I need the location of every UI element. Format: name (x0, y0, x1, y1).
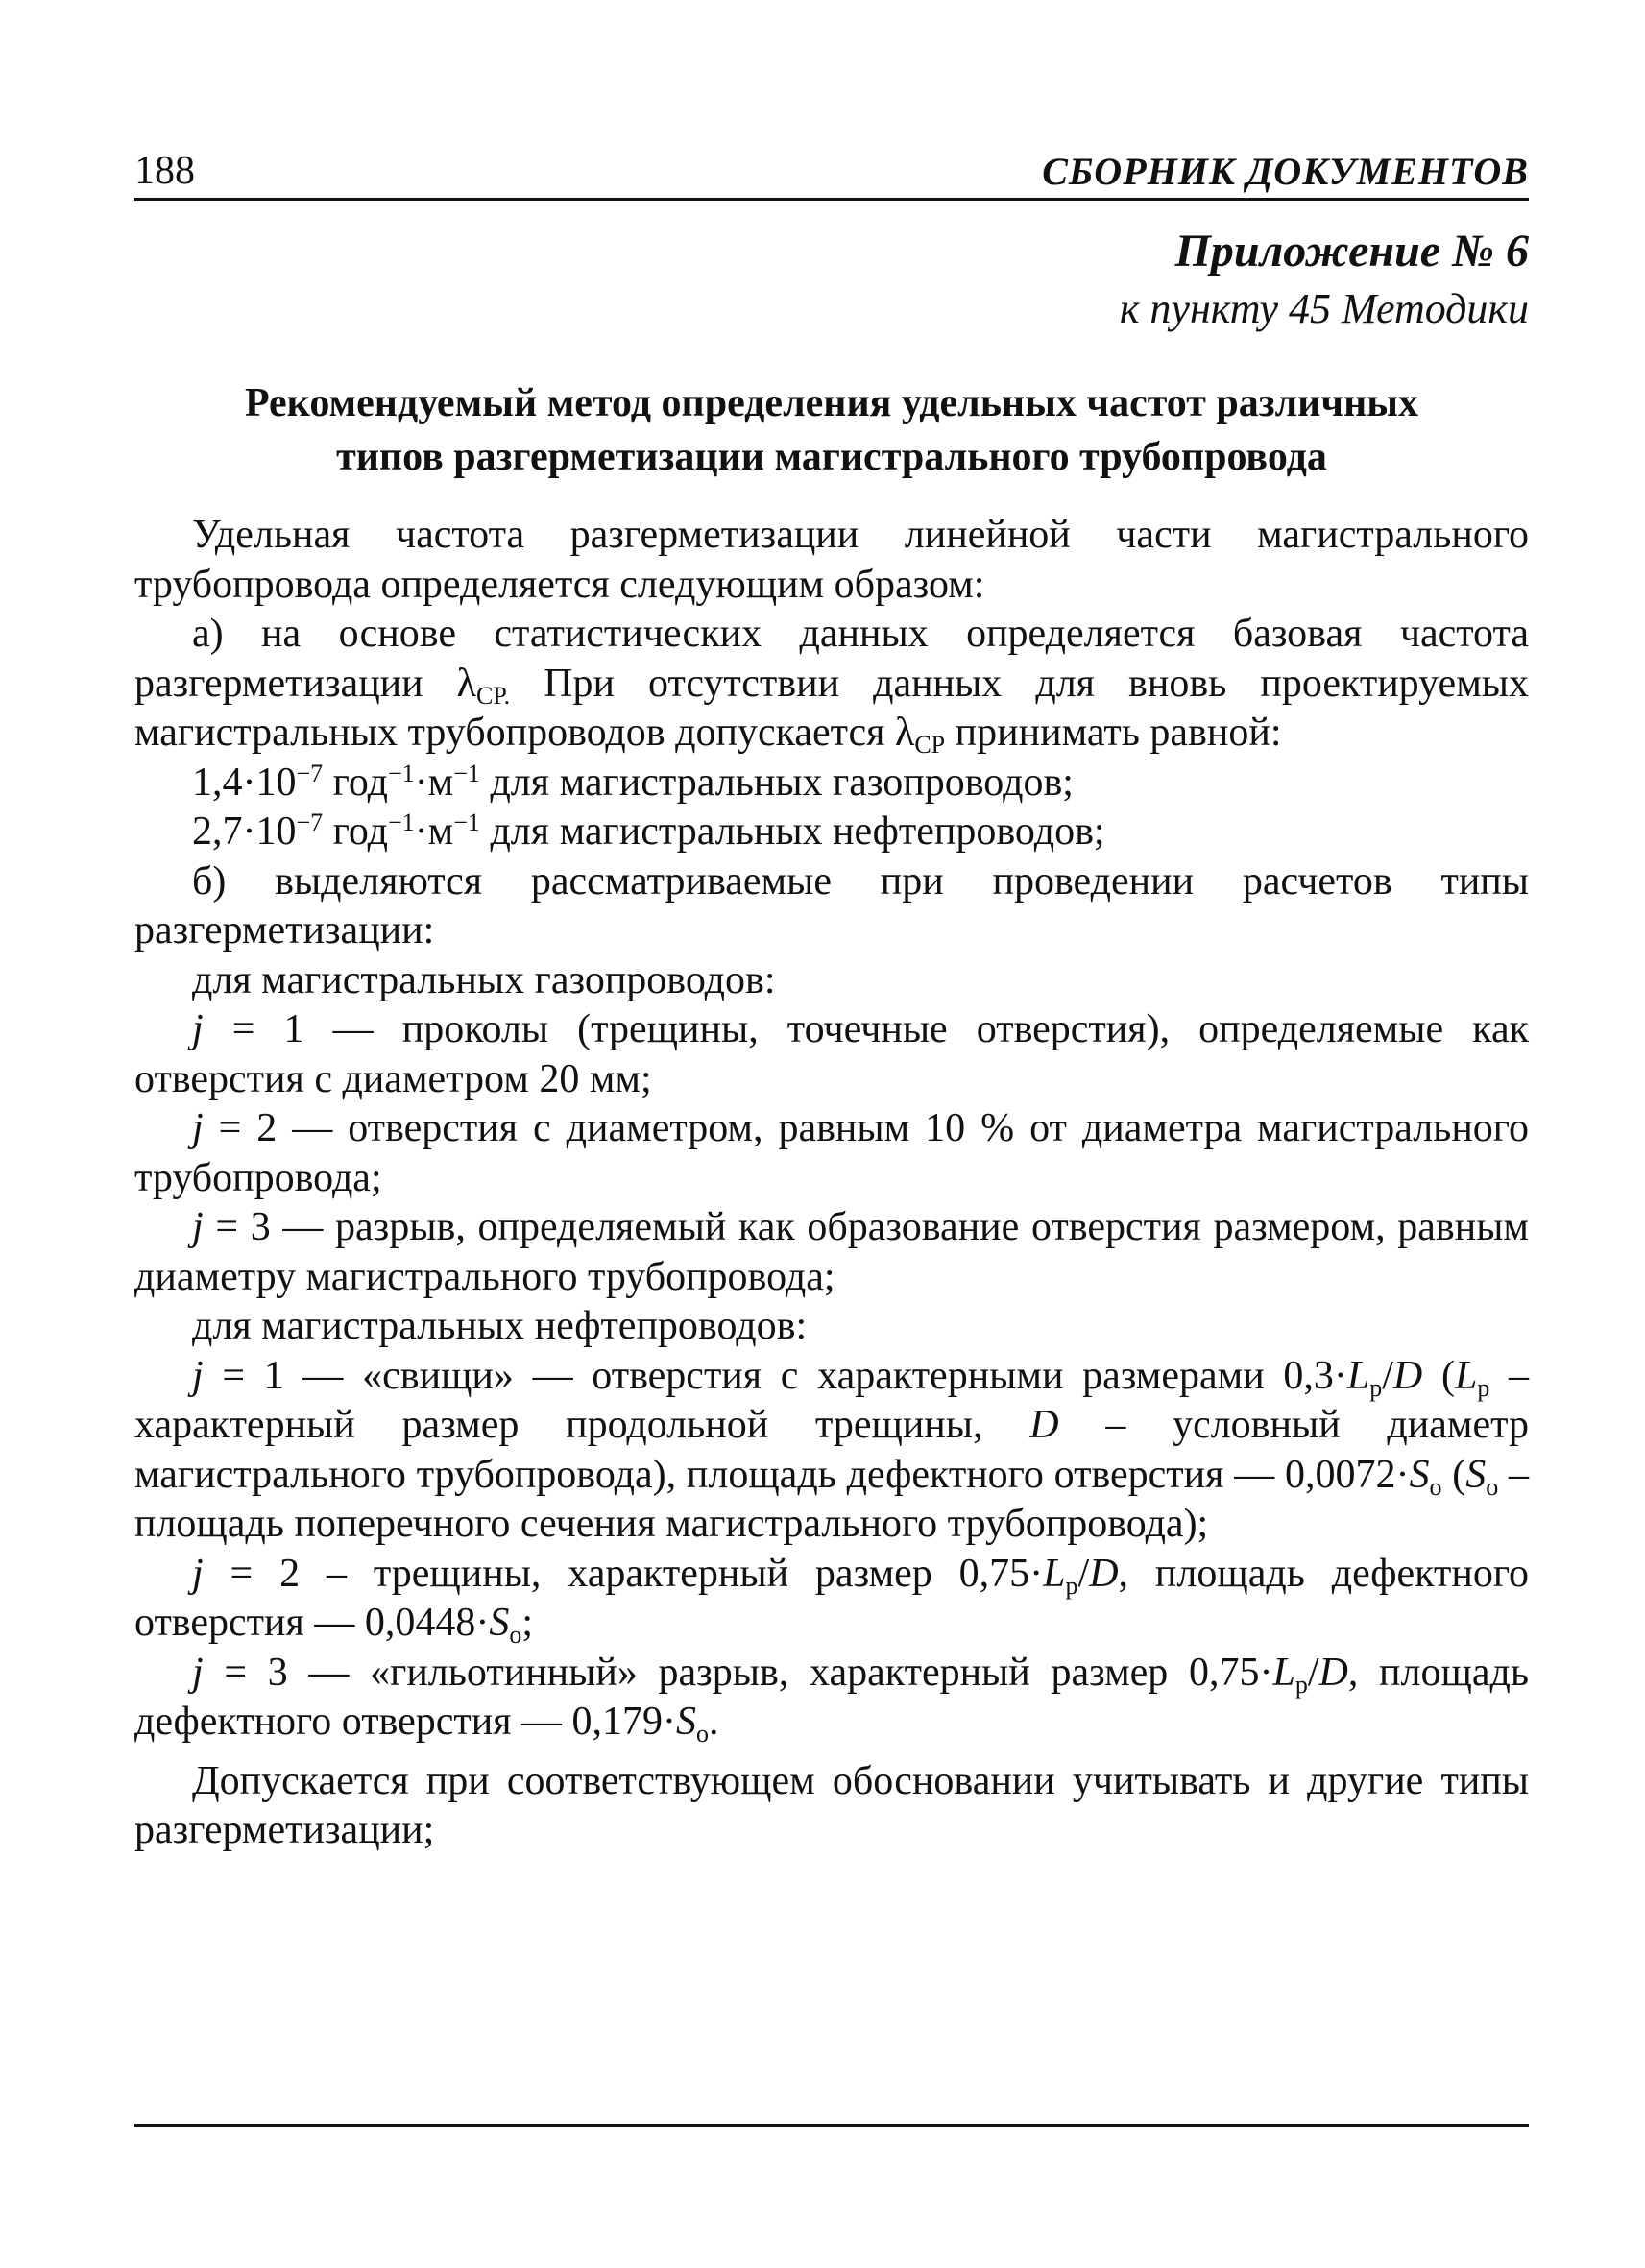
text-span: ; (521, 1601, 533, 1645)
text-span: ·м (414, 760, 454, 805)
superscript: −7 (296, 759, 324, 787)
text-span: для магистральных газопроводов; (479, 760, 1074, 805)
footer-divider (134, 2124, 1529, 2127)
document-title (134, 376, 1529, 484)
subscript: о (509, 1621, 522, 1649)
variable-S: S (1409, 1452, 1430, 1497)
text-span: 1,4·10 (192, 760, 297, 805)
gas-rate-line (134, 759, 1529, 808)
variable-j: j (192, 1650, 204, 1695)
text-span: ( (1422, 1353, 1455, 1398)
collection-title: СБОРНИК ДОКУМЕНТОВ (1042, 150, 1529, 193)
text-span: – условный диаметр магистрального трубопровода), площадь дефектного отверстия — 0,0072· (134, 1403, 1529, 1497)
appendix-reference: к пункту 45 Методики (1119, 285, 1529, 332)
text-span: / (1382, 1353, 1393, 1398)
text-span: / (1307, 1650, 1319, 1695)
variable-D: D (1318, 1650, 1348, 1695)
variable-j: j (192, 1551, 204, 1596)
oil-rate-line (134, 808, 1529, 857)
text-span: / (1077, 1551, 1090, 1596)
superscript: −7 (296, 808, 324, 836)
variable-j: j (192, 1205, 204, 1249)
oil-leak-type-2 (134, 1550, 1529, 1649)
intro-paragraph: Удельная частота разгерметизации линейной части магистрального трубопровода определяется следующим образом: (134, 513, 1529, 607)
text-span: = 2 — отверстия с диаметром, равным 10 % от диаметра магистрального трубопровода; (134, 1106, 1529, 1200)
gas-leak-type-3 (134, 1203, 1529, 1302)
text-span: ·м (414, 809, 454, 854)
gas-leak-type-1 (134, 1005, 1529, 1104)
text-span: = 1 — проколы (трещины, точечные отверстия), определяемые как отверстия с диаметром 20 мм; (134, 1007, 1529, 1101)
title-line-2: типов разгерметизации магистрального трубопровода (336, 435, 1327, 479)
variable-L: L (1272, 1650, 1295, 1695)
appendix-label (1120, 223, 1529, 338)
subscript: р (1294, 1670, 1308, 1699)
superscript: −1 (388, 759, 415, 787)
text-span: , площадь дефектного отверстия — 0,0448· (134, 1551, 1529, 1645)
superscript: −1 (453, 808, 480, 836)
subscript: о (696, 1720, 710, 1748)
base-frequency-paragraph (134, 610, 1529, 759)
text-span: – характерный размер продольной трещины, (134, 1353, 1530, 1447)
text-span: – площадь поперечного сечения магистрального трубопровода); (134, 1452, 1530, 1546)
text-span: 2,7·10 (192, 809, 297, 854)
gas-leak-type-2 (134, 1104, 1529, 1203)
closing-paragraph: Допускается при соответствующем обосновании учитывать и другие типы разгерметизации; (134, 1758, 1529, 1852)
variable-L: L (1454, 1353, 1478, 1398)
variable-j: j (192, 1353, 204, 1398)
subscript: р (1369, 1373, 1383, 1402)
variable-S: S (1465, 1452, 1487, 1497)
variable-j: j (192, 1007, 204, 1051)
text-span: . (709, 1700, 719, 1744)
text-span: = 2 – трещины, характерный размер 0,75· (203, 1551, 1044, 1596)
superscript: −1 (388, 808, 415, 836)
running-header (134, 142, 1529, 201)
variable-D: D (1089, 1551, 1119, 1596)
subscript: о (1429, 1472, 1442, 1501)
leak-types-paragraph: б) выделяются рассматриваемые при проведении расчетов типы разгерметизации: (134, 858, 1529, 953)
oil-pipelines-heading: для магистральных нефтепроводов: (192, 1304, 808, 1348)
oil-leak-type-1 (134, 1352, 1529, 1550)
text-span: = 1 — «свищи» — отверстия с характерными размерами 0,3· (203, 1353, 1347, 1398)
variable-S: S (676, 1700, 697, 1744)
text-span: а) на основе статистических данных определяется базовая частота разгерметизации λ (134, 612, 1529, 706)
variable-L: L (1346, 1353, 1370, 1398)
superscript: −1 (453, 759, 480, 787)
variable-j: j (192, 1106, 204, 1150)
subscript: р (1065, 1571, 1078, 1600)
text-span: год (323, 809, 389, 854)
body-text (134, 511, 1529, 1856)
text-span: , площадь дефектного отверстия — 0,179· (134, 1650, 1529, 1744)
text-span: для магистральных нефтепроводов; (479, 809, 1105, 854)
subscript: СР. (476, 681, 511, 710)
text-span: При отсутствии данных для вновь проектируемых магистральных трубопроводов допускается λ (134, 661, 1530, 755)
variable-D: D (1029, 1403, 1059, 1447)
variable-S: S (489, 1601, 510, 1645)
oil-leak-type-3 (134, 1649, 1529, 1748)
text-span: год (323, 760, 389, 805)
appendix-number: Приложение № 6 (1174, 226, 1529, 277)
text-span: = 3 — разрыв, определяемый как образование отверстия размером, равным диаметру магистрального трубопровода; (134, 1205, 1529, 1299)
page-number: 188 (134, 149, 195, 193)
text-span: ( (1441, 1452, 1466, 1497)
title-line-1: Рекомендуемый метод определения удельных частот различных (244, 381, 1419, 425)
text-span: = 3 — «гильотинный» разрыв, характерный размер 0,75· (203, 1650, 1273, 1695)
variable-L: L (1043, 1551, 1066, 1596)
subscript: р (1477, 1373, 1490, 1402)
subscript: СР (914, 731, 946, 759)
variable-D: D (1392, 1353, 1423, 1398)
text-span: принимать равной: (945, 711, 1282, 755)
subscript: о (1486, 1472, 1499, 1501)
gas-pipelines-heading: для магистральных газопроводов: (192, 957, 776, 1002)
